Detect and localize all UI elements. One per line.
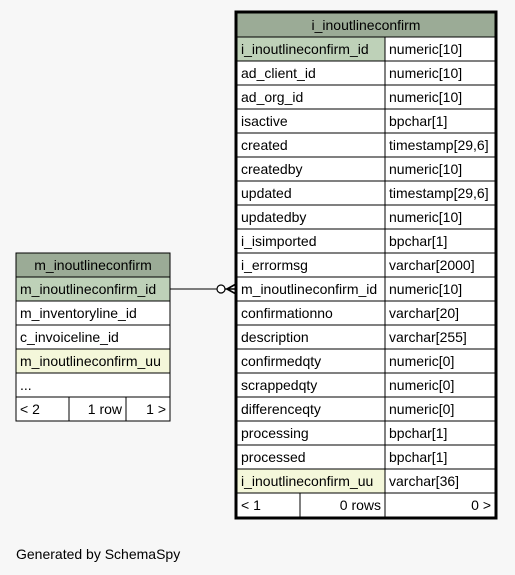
column-name: scrappedqty [241,377,318,393]
column-name: i_isimported [241,233,317,249]
column-name: description [241,329,309,345]
column-name: m_inoutlineconfirm_id [20,281,157,297]
table-title: m_inoutlineconfirm [34,257,152,273]
column-name: m_inoutlineconfirm_id [241,281,378,297]
optional-circle-icon [217,285,225,293]
column-type: varchar[20] [389,305,460,321]
column-type: numeric[0] [389,377,455,393]
column-type: numeric[10] [389,209,463,225]
column-name: created [241,137,288,153]
row-count: 1 row [87,401,122,417]
column-type: numeric[10] [389,89,463,105]
column-name: c_invoiceline_id [20,329,119,345]
column-type: numeric[10] [389,65,463,81]
column-name: processed [241,449,306,465]
column-type: timestamp[29,6] [389,137,489,153]
row-count: 0 rows [339,497,381,513]
column-type: bpchar[1] [389,113,448,129]
column-type: numeric[0] [389,353,455,369]
children-count: 1 > [146,401,166,417]
column-name: m_inoutlineconfirm_uu [20,353,161,369]
column-type: bpchar[1] [389,449,448,465]
children-count: 0 > [471,497,491,513]
parents-count: < 2 [20,401,40,417]
column-type: varchar[36] [389,473,460,489]
column-name: m_inventoryline_id [20,305,137,321]
column-name: confirmationno [241,305,333,321]
column-name: updatedby [241,209,307,225]
column-type: bpchar[1] [389,233,448,249]
column-name: i_inoutlineconfirm_id [241,41,369,57]
column-type: varchar[2000] [389,257,475,273]
generated-by-label: Generated by SchemaSpy [16,546,181,562]
column-name: updated [241,185,292,201]
column-type: numeric[10] [389,281,463,297]
parents-count: < 1 [241,497,261,513]
column-type: numeric[10] [389,161,463,177]
crows-foot-icon [225,284,236,294]
column-name: ... [20,377,32,393]
column-name: isactive [241,113,288,129]
column-name: ad_client_id [241,65,316,81]
column-name: i_errormsg [241,257,308,273]
column-name: i_inoutlineconfirm_uu [241,473,374,489]
column-type: numeric[0] [389,401,455,417]
column-name: ad_org_id [241,89,304,105]
column-name: confirmedqty [241,353,322,369]
column-type: varchar[255] [389,329,467,345]
column-type: bpchar[1] [389,425,448,441]
column-name: createdby [241,161,303,177]
relationship-edge [170,284,236,294]
column-name: differenceqty [241,401,321,417]
column-type: numeric[10] [389,41,463,57]
table-title: i_inoutlineconfirm [311,17,421,33]
column-type: timestamp[29,6] [389,185,489,201]
column-name: processing [241,425,309,441]
